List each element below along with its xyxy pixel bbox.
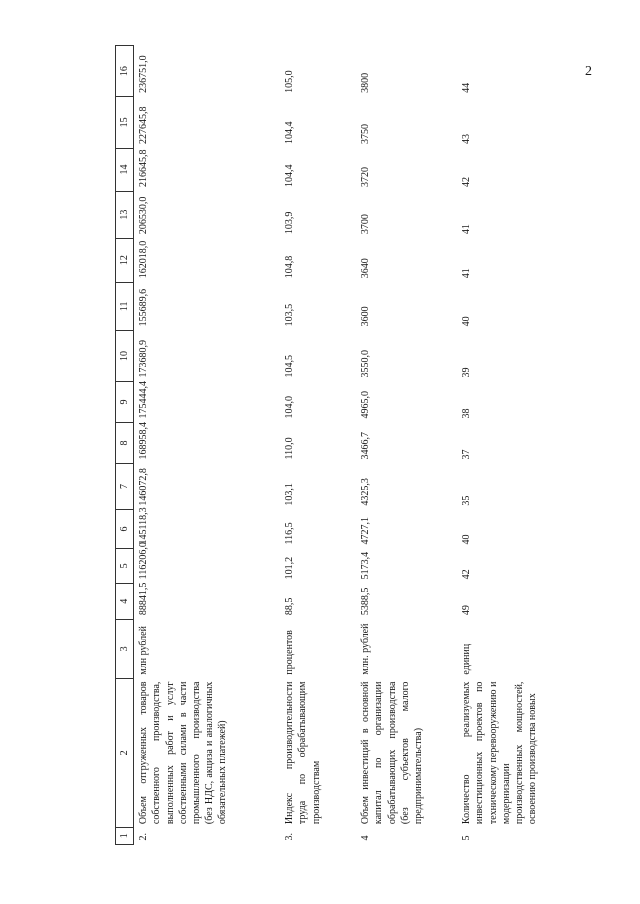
value-cell: 162018,0 [138,240,150,279]
value-cell: 43 [461,134,473,145]
unit: млн. рублей [360,623,372,675]
value-cell: 116,5 [284,522,296,545]
value-cell: 3720 [360,167,372,188]
value-cell: 155689,6 [138,288,150,327]
value-cell: 5173,4 [360,551,372,580]
value-cell: 40 [461,534,473,545]
value-cell: 4325,3 [360,478,372,506]
indicator-name: Объем отгруженных товаров собственного производства, выполненных работ и услуг собственными силами в части промышленного производства (без НДС, акциза и аналогичных обязательных платежей) [138,681,229,825]
value-cell: 40 [461,316,473,327]
value-cell: 3600 [360,306,372,327]
unit: млн рублей [138,626,150,675]
table-row [356,46,457,845]
column-header-12: 12 [116,238,134,282]
value-cell: 216645,8 [138,149,150,188]
value-cell: 110,0 [284,437,296,460]
value-cell: 227645,8 [138,106,150,145]
row-number: 2. [138,833,150,841]
value-cell: 39 [461,367,473,378]
value-cell: 88,5 [284,597,296,616]
column-header-6: 6 [116,510,134,549]
value-cell: 104,0 [284,396,296,419]
column-header-8: 8 [116,423,134,464]
indicator-name: Количество реализуемых инвестиционных проектов по техническому перевооружению и модернизации производственных мощностей, освоению производства новых [461,681,539,825]
column-header-15: 15 [116,97,134,148]
column-header-10: 10 [116,330,134,381]
table-row [280,46,356,845]
value-cell: 116206,0 [138,542,150,580]
value-cell: 44 [461,82,473,93]
value-cell: 4727,1 [360,516,372,545]
page-number: 2 [585,64,592,79]
value-cell: 103,1 [284,483,296,506]
column-header-9: 9 [116,382,134,423]
value-cell: 103,9 [284,211,296,235]
value-cell: 206530,0 [138,196,150,235]
column-header-3: 3 [116,619,134,678]
value-cell: 146072,8 [138,468,150,506]
value-cell: 104,4 [284,164,296,188]
column-header-11: 11 [116,282,134,330]
indicators-table [115,45,613,845]
value-cell: 175444,4 [138,381,150,419]
column-header-5: 5 [116,548,134,583]
value-cell: 105,0 [284,70,296,93]
value-cell: 37 [461,449,473,460]
column-header-4: 4 [116,583,134,619]
value-cell: 3700 [360,214,372,235]
table-row [134,46,281,845]
indicator-name: Индекс производительности труда по обрабатывающим производствам [284,681,322,825]
row-number: 5 [461,835,473,841]
value-cell: 104,5 [284,355,296,378]
value-cell: 101,2 [284,556,296,580]
value-cell: 103,5 [284,303,296,327]
rotated-table-container [115,45,620,845]
value-cell: 49 [461,605,473,616]
value-cell: 168958,4 [138,421,150,460]
value-cell: 104,4 [284,121,296,145]
value-cell: 4965,0 [360,391,372,419]
value-cell: 35 [461,495,473,506]
value-cell: 42 [461,177,473,188]
value-cell: 3550,0 [360,350,372,378]
column-header-1: 1 [116,827,134,844]
value-cell: 41 [461,224,473,235]
value-cell: 3640 [360,258,372,279]
column-header-7: 7 [116,463,134,509]
unit: единиц [461,643,473,675]
value-cell: 145118,3 [138,507,150,545]
unit: процентов [284,630,296,675]
value-cell: 38 [461,408,473,419]
value-cell: 104,8 [284,255,296,279]
value-cell: 3750 [360,124,372,145]
value-cell: 42 [461,569,473,580]
value-cell: 3800 [360,72,372,93]
row-number: 3. [284,833,296,841]
row-number: 4 [360,835,372,841]
header-row [116,46,134,845]
value-cell: 41 [461,268,473,279]
indicator-name: Объем инвестиций в основной капитал по организации обрабатывающих производства (без субъектов малого предпринимательства) [360,681,424,825]
value-cell: 236751,0 [138,55,150,93]
column-header-2: 2 [116,679,134,828]
table-row [457,46,613,845]
value-cell: 88841,5 [138,582,150,616]
column-header-14: 14 [116,148,134,191]
value-cell: 173680,9 [138,340,150,378]
value-cell: 3466,7 [360,431,372,460]
column-header-13: 13 [116,191,134,238]
column-header-16: 16 [116,46,134,97]
value-cell: 5388,5 [360,587,372,616]
